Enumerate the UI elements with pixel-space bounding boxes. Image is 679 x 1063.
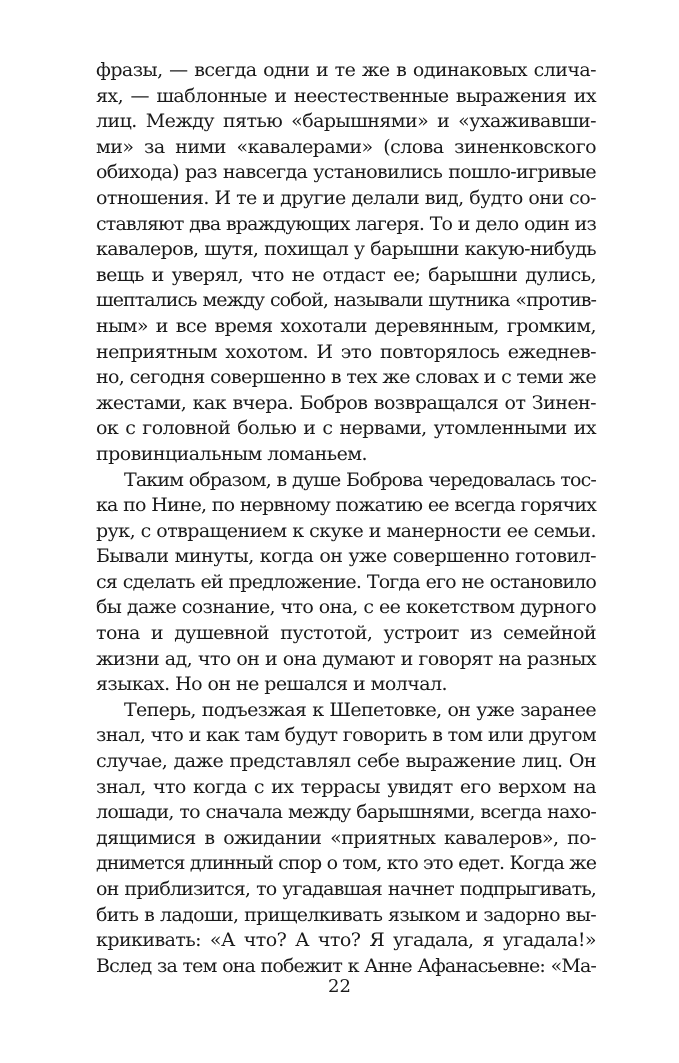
text-line: Теперь, подъезжая к Шепетовке, он уже заранее (124, 698, 596, 721)
text-line: жестами, как вчера. Бобров возвращался от Зинен- (96, 391, 596, 414)
text-line: Вслед за тем она побежит к Анне Афанасьевне: «Ма- (96, 954, 596, 977)
text-line: знал, что когда с их террасы увидят его верхом на (96, 775, 596, 798)
text-line: ми» за ними «кавалерами» (слова зиненковского (96, 135, 596, 158)
text-line: жизни ад, что он и она думают и говорят на разных (96, 647, 596, 670)
text-line: крикивать: «А что? А что? Я угадала, я угадала!» (96, 929, 596, 952)
text-line: ок с головной болью и с нервами, утомленными их (96, 417, 596, 440)
paragraph (96, 468, 596, 698)
text-line: обихода) раз навсегда установились пошло-игривые (96, 161, 596, 184)
body-text (96, 58, 596, 979)
text-line: случае, даже представлял себе выражение лиц. Он (96, 750, 596, 773)
text-line: шептались между собой, называли шутника «против- (96, 289, 596, 312)
text-line: ка по Нине, по нервному пожатию ее всегда горячих (96, 494, 596, 517)
page-number: 22 (328, 976, 351, 997)
paragraph (96, 58, 596, 468)
text-line: ным» и все время хохотали деревянным, громким, (96, 314, 596, 337)
text-line: ся сделать ей предложение. Тогда его не остановило (96, 570, 596, 593)
text-line: бы даже сознание, что она, с ее кокетством дурного (96, 596, 596, 619)
text-line: он приблизится, то угадавшая начнет подпрыгивать, (96, 878, 596, 900)
text-line: лошади, то сначала между барышнями, всегда нахо- (96, 801, 596, 824)
text-line: рук, с отвращением к скуке и манерности ее семьи. (96, 519, 596, 542)
text-line: лиц. Между пятью «барышнями» и «ухаживавши- (96, 110, 596, 133)
text-line: днимется длинный спор о том, кто это едет. Когда же (96, 852, 596, 875)
text-line: но, сегодня совершенно в тех же словах и с теми же (96, 366, 596, 389)
text-line: тона и душевной пустотой, устроит из семейной (96, 622, 596, 645)
text-line: ставляют два враждующих лагеря. То и дело один из (96, 212, 596, 235)
text-line: ях, — шаблонные и неестественные выражения их (96, 84, 596, 107)
text-line: неприятным хохотом. И это повторялось ежеднев- (96, 340, 596, 363)
text-line: вещь и уверял, что не отдаст ее; барышни дулись, (96, 263, 596, 286)
text-line: языках. Но он не решался и молчал. (96, 673, 448, 696)
text-line: знал, что и как там будут говорить в том или другом (96, 724, 596, 747)
text-line: фразы, — всегда одни и те же в одинаковых слича- (96, 59, 596, 81)
text-line: кавалеров, шутя, похищал у барышни какую-нибудь (96, 238, 596, 261)
paragraph (96, 698, 596, 980)
text-line: провинциальным ломаньем. (96, 442, 368, 465)
text-line: бить в ладоши, прищелкивать языком и задорно вы- (96, 903, 596, 926)
text-line: Бывали минуты, когда он уже совершенно готовил- (96, 545, 596, 568)
text-line: дящимися в ожидании «приятных кавалеров», по- (96, 826, 596, 849)
text-line: Таким образом, в душе Боброва чередовалась тос- (124, 468, 596, 491)
text-line: отношения. И те и другие делали вид, будто они со- (96, 186, 596, 209)
